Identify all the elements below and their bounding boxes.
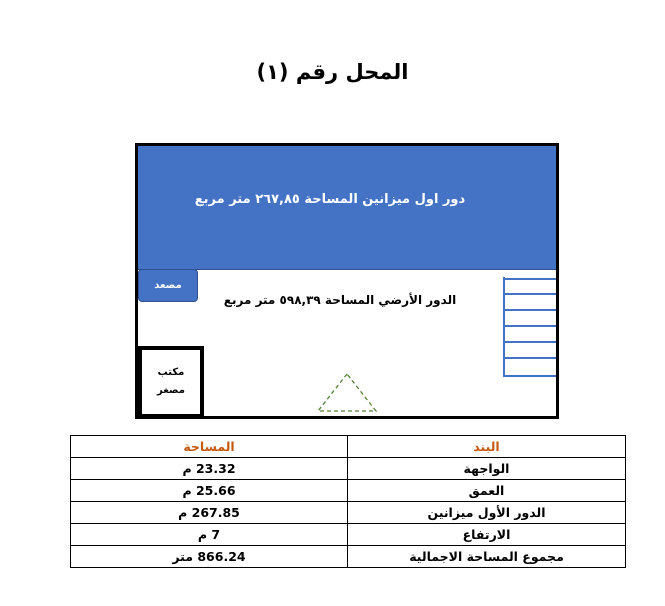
area-cell: 25.66 م: [71, 480, 348, 502]
header-item: البند: [348, 436, 626, 458]
mezzanine-label: دور اول ميزانين المساحة ٢٦٧,٨٥ متر مربع: [194, 192, 466, 207]
table-row: [71, 524, 626, 546]
office-label-line2: مصغر: [157, 385, 185, 396]
ground-floor-label: الدور الأرضي المساحة ٥٩٨,٣٩ متر مربع: [223, 293, 457, 307]
mini-office-box: [138, 346, 204, 418]
item-cell: مجموع المساحة الاجمالية: [348, 546, 626, 568]
table-header-row: [71, 436, 626, 458]
mezzanine-area: [138, 146, 556, 270]
table-row: [71, 480, 626, 502]
stairs-icon: [503, 276, 556, 378]
table-row: [71, 458, 626, 480]
area-table: [70, 435, 626, 568]
table-row: [71, 546, 626, 568]
office-label-line1: مكتب: [157, 367, 185, 378]
item-cell: الواجهة: [348, 458, 626, 480]
item-cell: العمق: [348, 480, 626, 502]
area-cell: 866.24 متر: [71, 546, 348, 568]
elevator-box: [138, 269, 198, 302]
table-row: [71, 502, 626, 524]
elevator-label: مصعد: [154, 280, 182, 291]
area-cell: 7 م: [71, 524, 348, 546]
page-title: المحل رقم (١): [256, 60, 409, 84]
area-cell: 267.85 م: [71, 502, 348, 524]
area-cell: 23.32 م: [71, 458, 348, 480]
item-cell: الارتفاع: [348, 524, 626, 546]
entrance-triangle-icon: [316, 372, 378, 412]
item-cell: الدور الأول ميزانين: [348, 502, 626, 524]
header-area: المساحة: [71, 436, 348, 458]
